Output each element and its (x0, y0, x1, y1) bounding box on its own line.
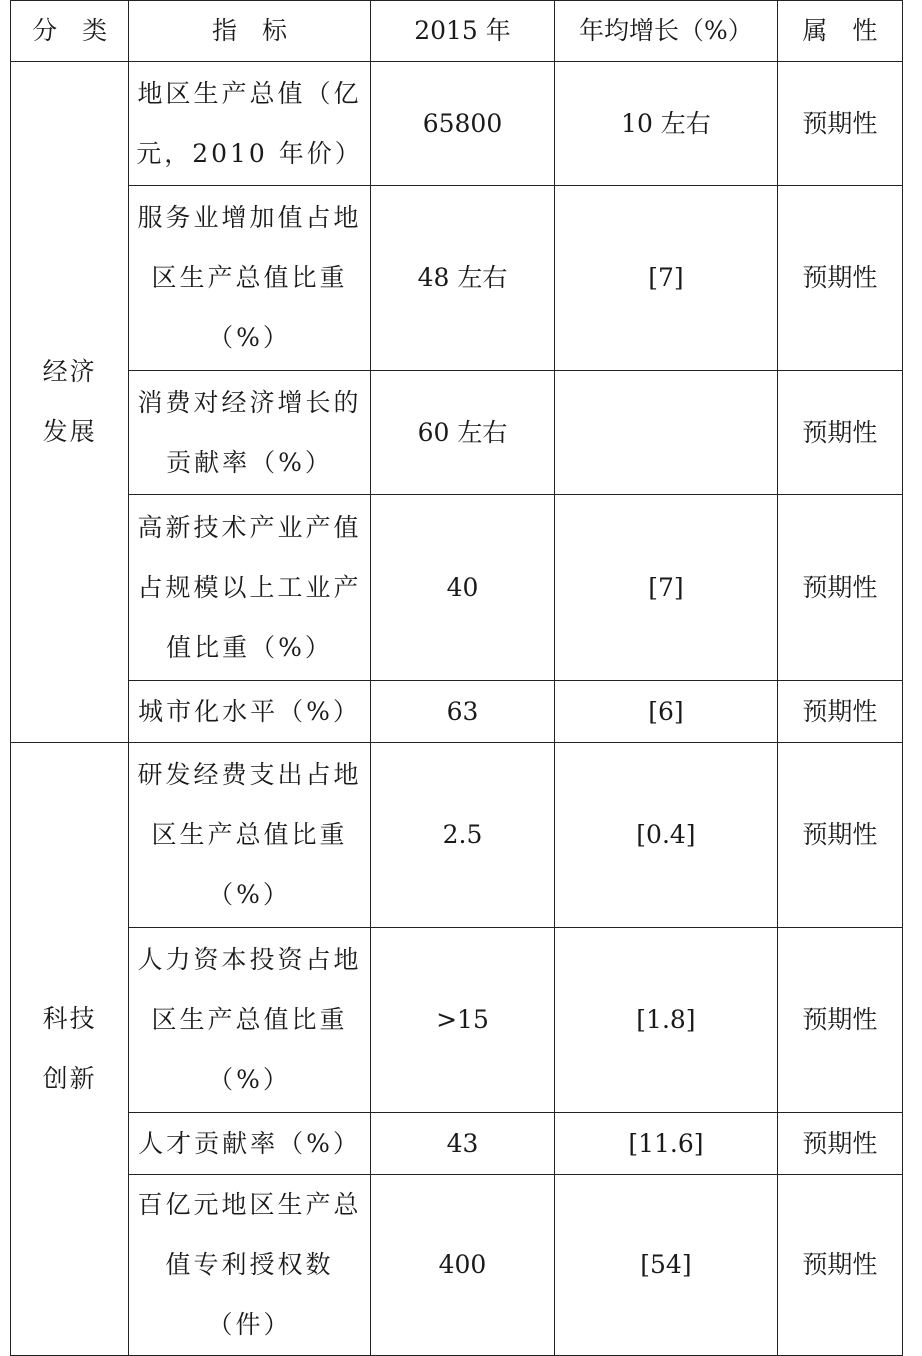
growth-cell: [7] (555, 495, 777, 681)
indicator-table-container (10, 0, 903, 1339)
growth-cell: [7] (555, 186, 777, 371)
value-cell: 40 (370, 495, 554, 681)
category-label: 科技创新 (42, 1004, 97, 1093)
category-cell-economy (11, 62, 129, 743)
category-cell-technology (11, 743, 129, 1356)
table-row (11, 1175, 903, 1356)
indicator-text: 地区生产总值（亿元，2010 年价） (136, 78, 363, 168)
table-row (11, 743, 903, 928)
growth-cell: [0.4] (555, 743, 777, 928)
table-header-row (11, 1, 903, 62)
attribute-cell: 预期性 (777, 743, 902, 928)
attribute-cell: 预期性 (777, 928, 902, 1113)
value-cell: 2.5 (370, 743, 554, 928)
attribute-cell: 预期性 (777, 62, 902, 186)
indicator-cell (129, 743, 371, 928)
header-indicator: 指 标 (129, 1, 371, 62)
attribute-cell: 预期性 (777, 1175, 902, 1356)
growth-cell: 10 左右 (555, 62, 777, 186)
attribute-cell: 预期性 (777, 681, 902, 743)
growth-cell: [6] (555, 681, 777, 743)
indicator-text: 人才贡献率（%） (138, 1128, 361, 1158)
indicator-text: 服务业增加值占地区生产总值比重（%） (137, 203, 362, 352)
header-attribute: 属 性 (777, 1, 902, 62)
header-annual-growth: 年均增长（%） (555, 1, 777, 62)
value-cell: 43 (370, 1113, 554, 1175)
table-row (11, 495, 903, 681)
table-row (11, 371, 903, 495)
growth-cell: [54] (555, 1175, 777, 1356)
growth-cell: [11.6] (555, 1113, 777, 1175)
attribute-cell: 预期性 (777, 371, 902, 495)
indicator-text: 城市化水平（%） (138, 696, 361, 726)
value-cell: 400 (370, 1175, 554, 1356)
indicator-table (10, 0, 903, 1356)
table-row (11, 1113, 903, 1175)
indicator-cell (129, 928, 371, 1113)
indicator-cell (129, 62, 371, 186)
value-cell: 63 (370, 681, 554, 743)
indicator-text: 人力资本投资占地区生产总值比重（%） (137, 945, 362, 1094)
growth-cell: [1.8] (555, 928, 777, 1113)
value-cell: 65800 (370, 62, 554, 186)
indicator-cell (129, 681, 371, 743)
table-row (11, 62, 903, 186)
indicator-cell (129, 186, 371, 371)
header-category: 分 类 (11, 1, 129, 62)
indicator-cell (129, 371, 371, 495)
growth-cell (555, 371, 777, 495)
value-cell: 60 左右 (370, 371, 554, 495)
indicator-cell (129, 495, 371, 681)
attribute-cell: 预期性 (777, 495, 902, 681)
indicator-text: 研发经费支出占地区生产总值比重（%） (137, 760, 362, 909)
table-row (11, 186, 903, 371)
value-cell: 48 左右 (370, 186, 554, 371)
attribute-cell: 预期性 (777, 1113, 902, 1175)
value-cell: >15 (370, 928, 554, 1113)
indicator-text: 高新技术产业产值占规模以上工业产值比重（%） (137, 512, 362, 662)
indicator-cell (129, 1113, 371, 1175)
header-value-2015: 2015 年 (370, 1, 554, 62)
indicator-cell (129, 1175, 371, 1356)
table-row (11, 928, 903, 1113)
category-label: 经济发展 (42, 357, 97, 446)
attribute-cell: 预期性 (777, 186, 902, 371)
indicator-text: 消费对经济增长的贡献率（%） (137, 387, 362, 477)
table-row (11, 681, 903, 743)
indicator-text: 百亿元地区生产总值专利授权数（件） (137, 1190, 362, 1339)
